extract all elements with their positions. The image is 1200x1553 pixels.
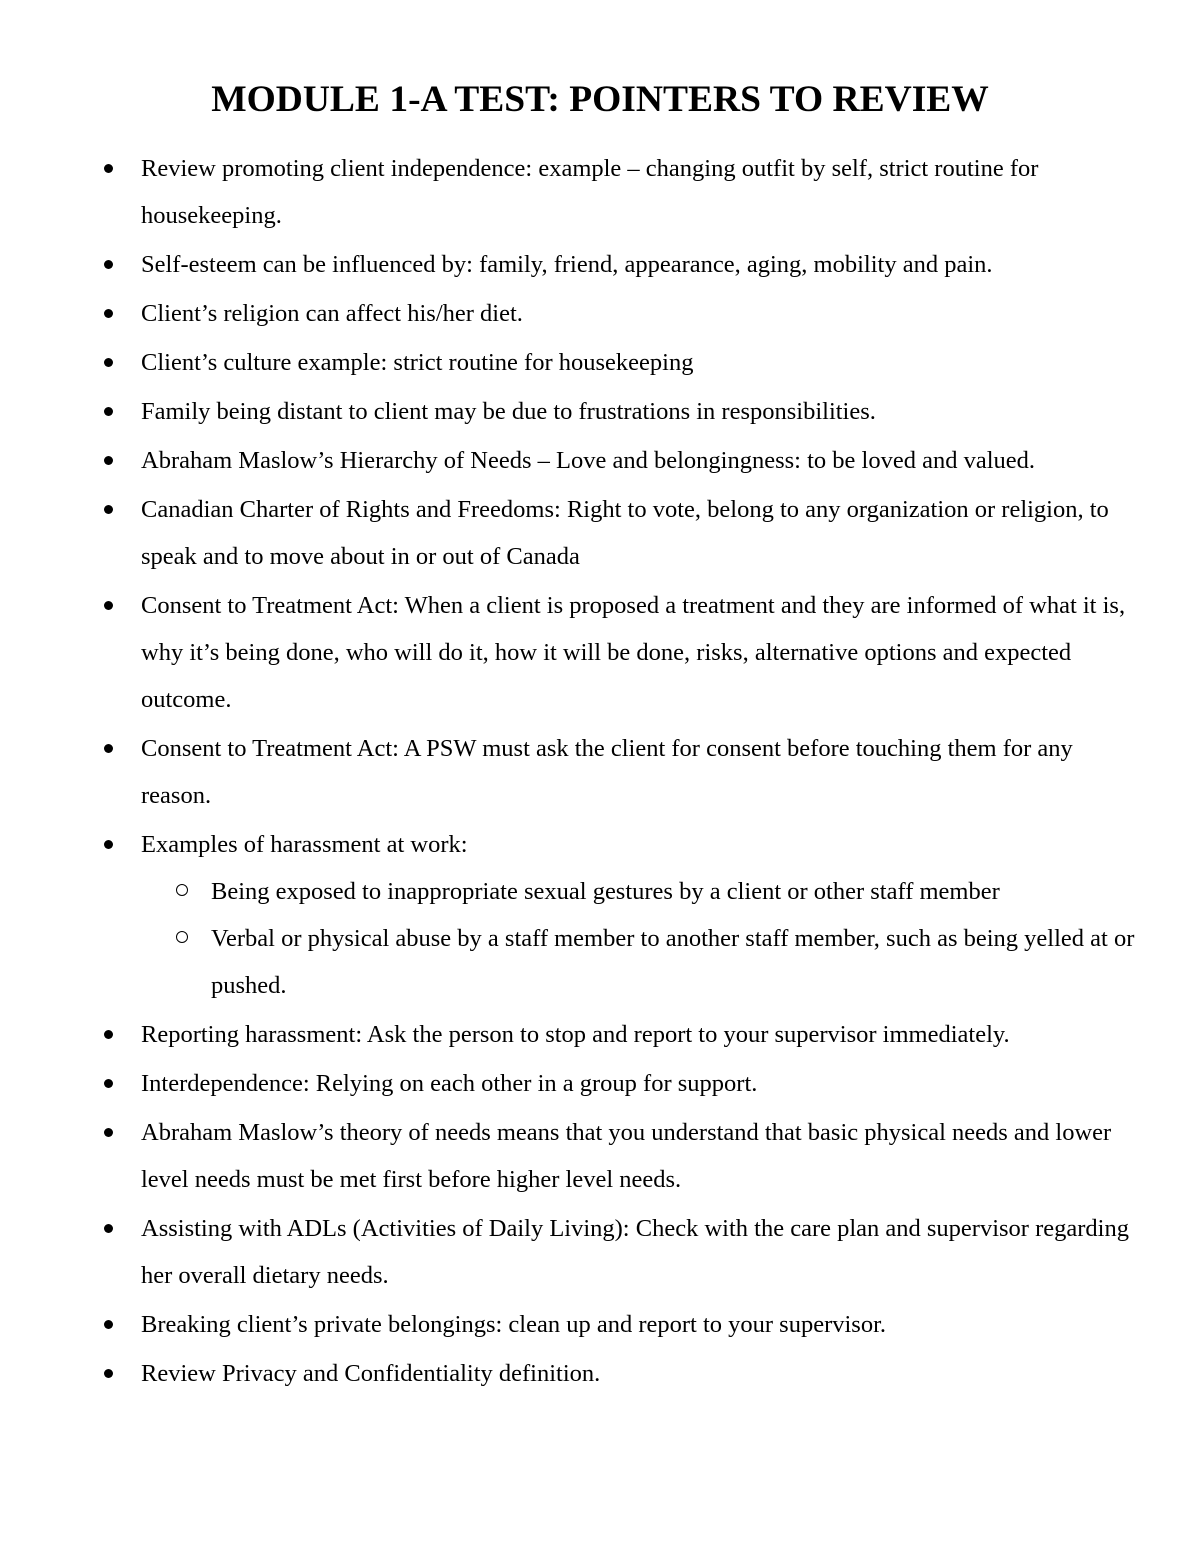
list-item	[0, 241, 1200, 288]
list-item-text: Abraham Maslow’s Hierarchy of Needs – Love and belongingness: to be loved and valued.	[141, 447, 1036, 474]
bullet-icon	[104, 1128, 113, 1137]
bullet-icon	[104, 358, 113, 367]
list-item-text: Self-esteem can be influenced by: family, friend, appearance, aging, mobility and pain.	[141, 251, 993, 278]
bullet-icon	[104, 1224, 113, 1233]
list-item	[0, 1109, 1200, 1203]
bullet-icon	[104, 1320, 113, 1329]
bullet-icon	[104, 164, 113, 173]
list-item-text: Family being distant to client may be due to frustrations in responsibilities.	[141, 398, 876, 425]
list-item	[0, 437, 1200, 484]
bullet-icon	[104, 1030, 113, 1039]
list-item-text: Reporting harassment: Ask the person to stop and report to your supervisor immediately.	[141, 1021, 1010, 1048]
sub-list-item-text: Verbal or physical abuse by a staff member to another staff member, such as being yelled at or pushed.	[211, 925, 1135, 999]
list-item	[0, 582, 1200, 723]
list-item	[0, 339, 1200, 386]
list-item-text: Canadian Charter of Rights and Freedoms: Right to vote, belong to any organization or religion, to speak and to move about in or out of Canada	[141, 496, 1109, 570]
list-item	[0, 486, 1200, 580]
bullet-icon	[104, 840, 113, 849]
bullet-icon	[104, 309, 113, 318]
list-item-text: Review Privacy and Confidentiality definition.	[141, 1360, 601, 1387]
bullet-icon	[104, 1369, 113, 1378]
list-item	[0, 1011, 1200, 1058]
list-item-text: Review promoting client independence: example – changing outfit by self, strict routine for housekeeping.	[141, 155, 1039, 229]
list-item-text: Abraham Maslow’s theory of needs means that you understand that basic physical needs and lower level needs must be met first before higher level needs.	[141, 1119, 1112, 1193]
bullet-icon	[104, 260, 113, 269]
list-item	[0, 1205, 1200, 1299]
list-item	[0, 1301, 1200, 1348]
list-item-text: Consent to Treatment Act: A PSW must ask the client for consent before touching them for any reason.	[141, 735, 1073, 809]
list-item	[0, 725, 1200, 819]
list-item-text: Consent to Treatment Act: When a client is proposed a treatment and they are informed of what it is, why it’s being done, who will do it, how it will be done, risks, alternative options and expected outcome.	[141, 592, 1126, 713]
list-item	[0, 1350, 1200, 1397]
review-list	[0, 145, 1200, 1399]
list-item-text: Client’s culture example: strict routine for housekeeping	[141, 349, 694, 376]
bullet-icon	[104, 744, 113, 753]
list-item	[0, 290, 1200, 337]
list-item-text: Examples of harassment at work:	[141, 831, 468, 858]
list-item	[0, 821, 1200, 1009]
bullet-icon	[104, 1079, 113, 1088]
sub-list	[141, 868, 1135, 1009]
list-item	[0, 388, 1200, 435]
list-item-text: Breaking client’s private belongings: clean up and report to your supervisor.	[141, 1311, 887, 1338]
sub-list-item	[141, 868, 1152, 915]
list-item-text: Interdependence: Relying on each other in a group for support.	[141, 1070, 758, 1097]
list-item-text: Assisting with ADLs (Activities of Daily Living): Check with the care plan and supervisor regarding her overall dietary needs.	[141, 1215, 1129, 1289]
bullet-icon	[104, 456, 113, 465]
sub-list-item-text: Being exposed to inappropriate sexual gestures by a client or other staff member	[211, 878, 1000, 905]
bullet-icon	[104, 407, 113, 416]
bullet-icon	[104, 601, 113, 610]
bullet-icon	[104, 505, 113, 514]
page-title: MODULE 1-A TEST: POINTERS TO REVIEW	[211, 79, 989, 120]
hollow-bullet-icon	[176, 884, 188, 896]
list-item	[0, 145, 1200, 239]
hollow-bullet-icon	[176, 931, 188, 943]
list-item	[0, 1060, 1200, 1107]
sub-list-item	[141, 915, 1152, 1009]
list-item-text: Client’s religion can affect his/her diet.	[141, 300, 523, 327]
